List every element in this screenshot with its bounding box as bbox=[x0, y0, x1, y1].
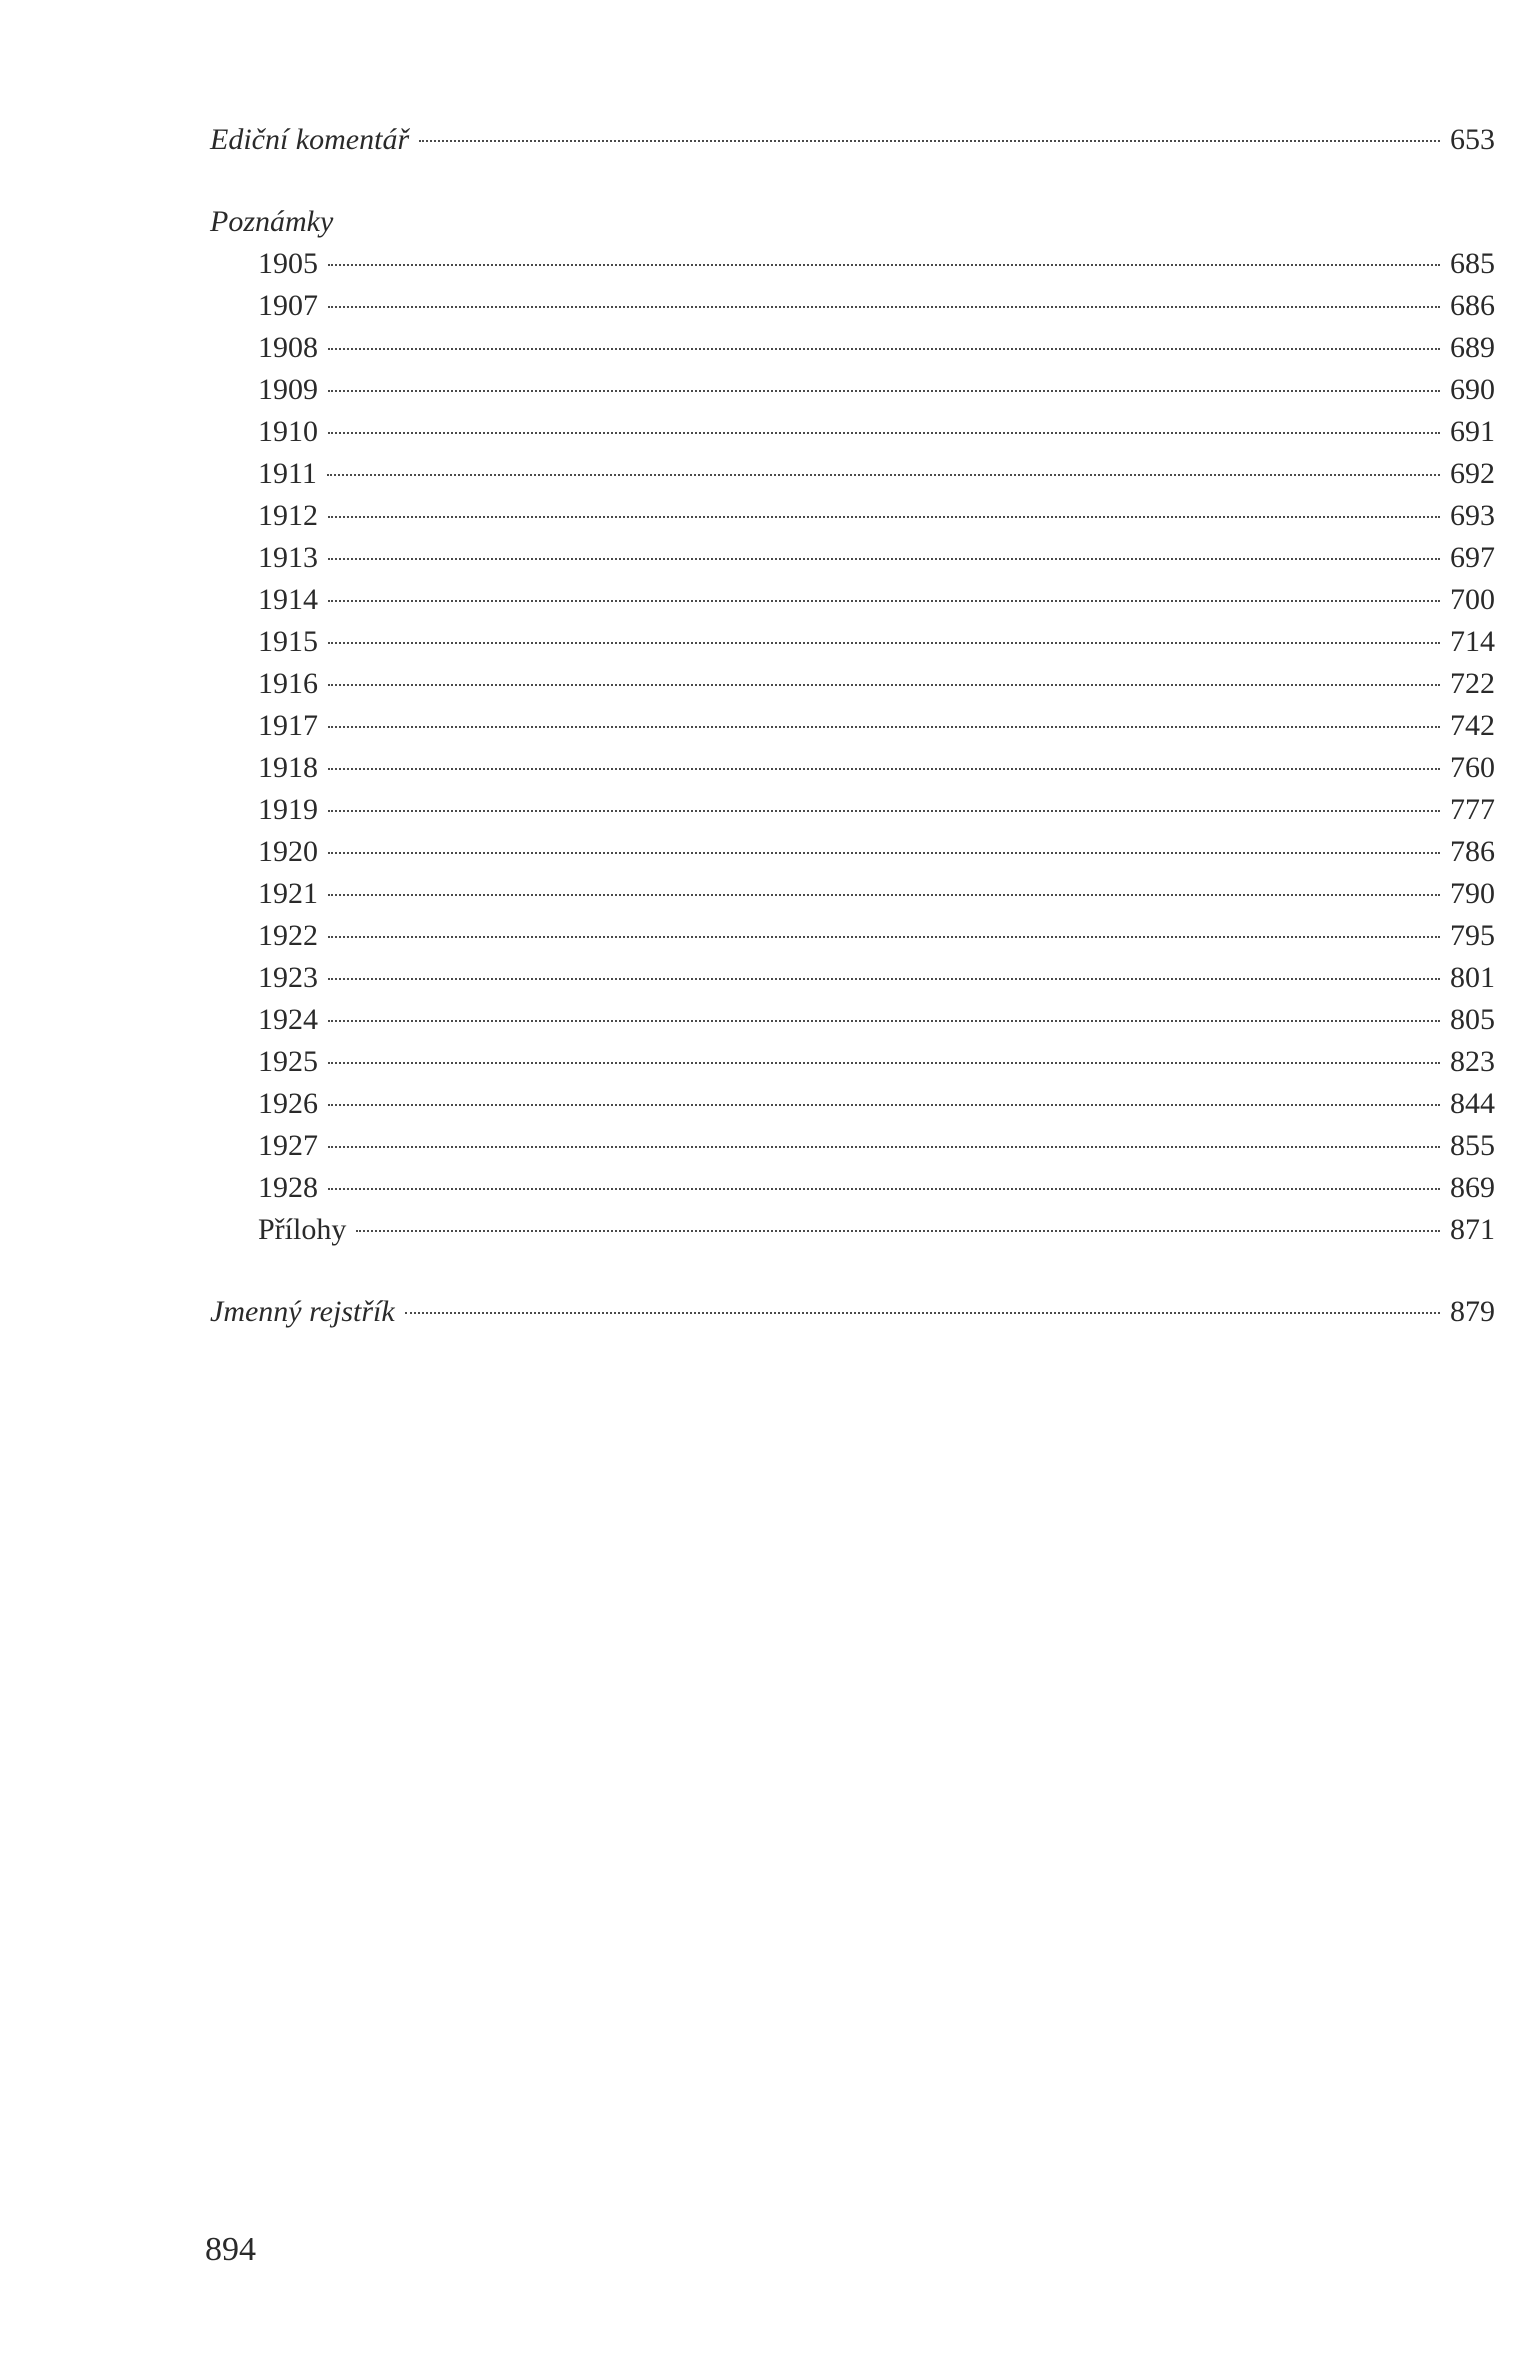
toc-entry bbox=[258, 750, 1495, 786]
toc-entry bbox=[258, 582, 1495, 618]
toc-entry-page: 777 bbox=[1450, 793, 1495, 826]
toc-entry bbox=[258, 372, 1495, 408]
toc-entry-page: 760 bbox=[1450, 751, 1495, 784]
toc-entry-title: 1925 bbox=[258, 1045, 318, 1078]
dot-leader bbox=[328, 1104, 1440, 1106]
toc-entry bbox=[258, 1086, 1495, 1122]
toc-entry-page: 869 bbox=[1450, 1171, 1495, 1204]
toc-entry bbox=[258, 960, 1495, 996]
toc-entry-title: 1914 bbox=[258, 583, 318, 616]
toc-entry bbox=[258, 1170, 1495, 1206]
toc-entry bbox=[258, 708, 1495, 744]
toc-entry-title: 1905 bbox=[258, 247, 318, 280]
toc-entry-page: 700 bbox=[1450, 583, 1495, 616]
toc-entry-page: 801 bbox=[1450, 961, 1495, 994]
toc-entry-page: 653 bbox=[1450, 123, 1495, 156]
dot-leader bbox=[328, 390, 1440, 392]
toc-entry-title: 1920 bbox=[258, 835, 318, 868]
toc-entry-title: Jmenný rejstřík bbox=[210, 1295, 395, 1328]
toc-entry-title: 1919 bbox=[258, 793, 318, 826]
toc-entry-prilohy bbox=[258, 1212, 1495, 1248]
toc-entry-page: 871 bbox=[1450, 1213, 1495, 1246]
dot-leader bbox=[328, 852, 1440, 854]
toc-entry-page: 714 bbox=[1450, 625, 1495, 658]
toc-entry-page: 823 bbox=[1450, 1045, 1495, 1078]
toc-entry bbox=[258, 1002, 1495, 1038]
toc-entry-page: 742 bbox=[1450, 709, 1495, 742]
section-heading-poznamky: Poznámky bbox=[210, 205, 334, 238]
toc-entry-title: 1928 bbox=[258, 1171, 318, 1204]
toc-entry-title: 1909 bbox=[258, 373, 318, 406]
dot-leader bbox=[328, 642, 1440, 644]
toc-entry-page: 844 bbox=[1450, 1087, 1495, 1120]
toc-entry-page: 686 bbox=[1450, 289, 1495, 322]
toc-entry-page: 879 bbox=[1450, 1295, 1495, 1328]
toc-entry-page: 685 bbox=[1450, 247, 1495, 280]
toc-entry-page: 697 bbox=[1450, 541, 1495, 574]
toc-entry bbox=[258, 624, 1495, 660]
toc-entry bbox=[258, 288, 1495, 324]
dot-leader bbox=[328, 894, 1440, 896]
toc-entry-title: 1908 bbox=[258, 331, 318, 364]
dot-leader bbox=[419, 140, 1440, 142]
toc-entry-title: 1927 bbox=[258, 1129, 318, 1162]
toc-entry-jmenny-rejstrik bbox=[210, 1294, 1495, 1330]
toc-entry-title: 1911 bbox=[258, 457, 317, 490]
toc-entry-title: 1916 bbox=[258, 667, 318, 700]
dot-leader bbox=[328, 936, 1440, 938]
toc-entry-title: Ediční komentář bbox=[210, 123, 410, 156]
toc-entry-page: 805 bbox=[1450, 1003, 1495, 1036]
toc-entry-title: 1924 bbox=[258, 1003, 318, 1036]
toc-entry-title: 1907 bbox=[258, 289, 318, 322]
toc-entry bbox=[258, 414, 1495, 450]
toc-entry-page: 722 bbox=[1450, 667, 1495, 700]
dot-leader bbox=[328, 1020, 1440, 1022]
dot-leader bbox=[328, 768, 1440, 770]
toc-entry bbox=[258, 666, 1495, 702]
dot-leader bbox=[328, 684, 1440, 686]
dot-leader bbox=[328, 810, 1440, 812]
dot-leader bbox=[327, 474, 1440, 476]
toc-entry bbox=[258, 1044, 1495, 1080]
dot-leader bbox=[328, 1146, 1440, 1148]
toc-entry-page: 795 bbox=[1450, 919, 1495, 952]
toc-entry bbox=[258, 456, 1495, 492]
toc-entry-page: 689 bbox=[1450, 331, 1495, 364]
toc-entry bbox=[258, 918, 1495, 954]
toc-entry bbox=[258, 792, 1495, 828]
toc-entry-title: 1926 bbox=[258, 1087, 318, 1120]
page-number: 894 bbox=[205, 2231, 256, 2268]
toc-entry-page: 693 bbox=[1450, 499, 1495, 532]
toc-entry bbox=[258, 1128, 1495, 1164]
dot-leader bbox=[328, 558, 1440, 560]
dot-leader bbox=[328, 726, 1440, 728]
toc-entry bbox=[258, 834, 1495, 870]
toc-entry bbox=[258, 498, 1495, 534]
dot-leader bbox=[328, 600, 1440, 602]
toc-entry-edicni-komentar bbox=[210, 122, 1495, 158]
dot-leader bbox=[328, 264, 1440, 266]
dot-leader bbox=[328, 432, 1440, 434]
toc-entry-title: 1918 bbox=[258, 751, 318, 784]
toc-entry-page: 691 bbox=[1450, 415, 1495, 448]
toc-entry-title: 1921 bbox=[258, 877, 318, 910]
dot-leader bbox=[328, 1188, 1440, 1190]
toc-entry-page: 790 bbox=[1450, 877, 1495, 910]
dot-leader bbox=[328, 978, 1440, 980]
toc-entry-page: 692 bbox=[1450, 457, 1495, 490]
toc-entry-title: 1922 bbox=[258, 919, 318, 952]
dot-leader bbox=[328, 306, 1440, 308]
dot-leader bbox=[405, 1312, 1440, 1314]
toc-entry-title: 1912 bbox=[258, 499, 318, 532]
toc-entry-title: 1913 bbox=[258, 541, 318, 574]
toc-entry-page: 690 bbox=[1450, 373, 1495, 406]
toc-entry-title: 1915 bbox=[258, 625, 318, 658]
toc-entry-title: 1910 bbox=[258, 415, 318, 448]
toc-entry bbox=[258, 330, 1495, 366]
toc-entry bbox=[258, 540, 1495, 576]
toc-entry-page: 855 bbox=[1450, 1129, 1495, 1162]
toc-entry-title: Přílohy bbox=[258, 1213, 347, 1246]
toc-entry-page: 786 bbox=[1450, 835, 1495, 868]
toc-entry bbox=[258, 876, 1495, 912]
toc-entry bbox=[258, 246, 1495, 282]
toc-entry-title: 1923 bbox=[258, 961, 318, 994]
dot-leader bbox=[328, 1062, 1440, 1064]
dot-leader bbox=[328, 348, 1440, 350]
dot-leader bbox=[328, 516, 1440, 518]
toc-entry-title: 1917 bbox=[258, 709, 318, 742]
dot-leader bbox=[356, 1230, 1440, 1232]
